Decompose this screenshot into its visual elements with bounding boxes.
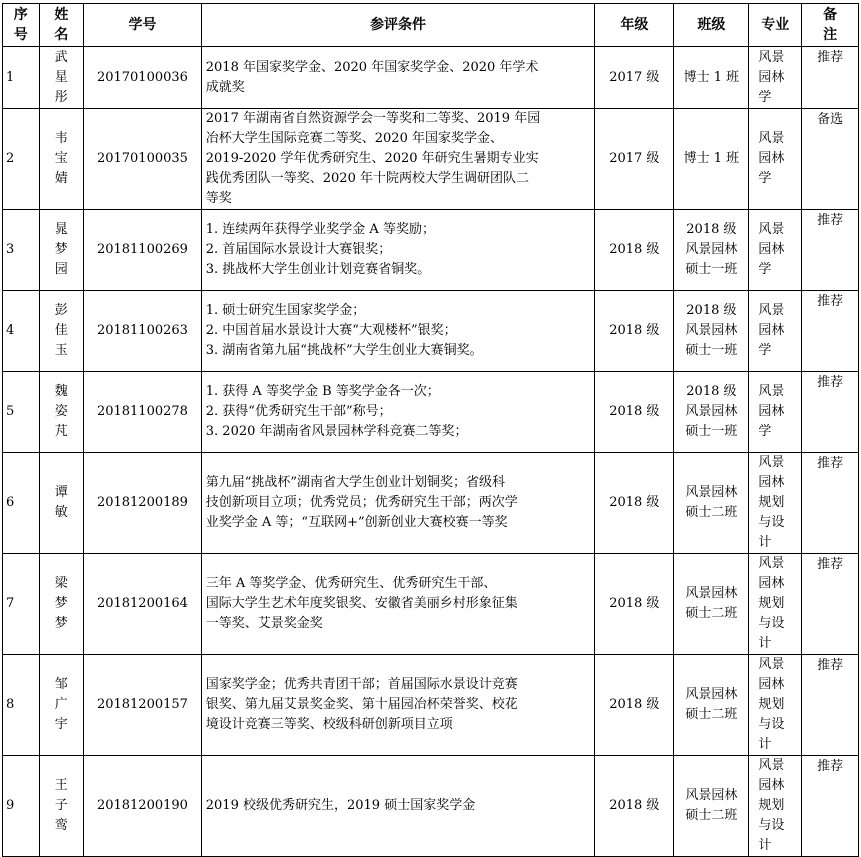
cell-class xyxy=(674,291,749,372)
condition-line: 2019-2020 学年优秀研究生、2020 年研究生暑期专业实 xyxy=(205,151,539,166)
cell-index: 5 xyxy=(3,372,40,453)
class-name: 博士 1 班 xyxy=(683,69,740,85)
remark-text: 备选 xyxy=(817,112,844,127)
header-conditions: 参评条件 xyxy=(201,4,595,47)
cell-grade: 2018 级 xyxy=(595,372,674,453)
condition-line: 一等奖、艾景奖金奖 xyxy=(205,616,323,631)
cell-student-id: 20181200190 xyxy=(84,756,202,857)
cell-remark xyxy=(802,372,859,453)
cell-class xyxy=(674,372,749,453)
header-name: 姓名 xyxy=(39,4,84,47)
condition-line: 技创新项目立项；优秀党员；优秀研究生干部；两次学 xyxy=(205,495,518,510)
cell-student-id: 20181100278 xyxy=(84,372,202,453)
class-name: 博士 1 班 xyxy=(683,151,740,166)
cell-major xyxy=(749,655,802,756)
class-name: 风景园林硕士二班 xyxy=(685,687,738,722)
condition-line: 2. 首届国际水景设计大赛银奖； xyxy=(205,242,392,257)
cell-name xyxy=(39,554,84,655)
cell-conditions xyxy=(201,453,595,554)
student-name: 梁梦梦 xyxy=(54,576,68,631)
condition-line: 国际大学生艺术年度奖银奖、安徽省美丽乡村形象征集 xyxy=(205,596,518,611)
major-name: 风景园林学 xyxy=(758,384,785,439)
cell-student-id: 20181200189 xyxy=(84,453,202,554)
major-name: 风景园林学 xyxy=(758,303,785,358)
condition-line: 等奖 xyxy=(205,191,232,206)
condition-line: 2018 年国家奖学金、2020 年国家奖学金、2020 年学术 xyxy=(205,59,539,75)
condition-line: 业奖学金 A 等；“互联网+”创新创业大赛校赛一等奖 xyxy=(205,515,508,530)
table-row xyxy=(3,210,859,291)
cell-conditions xyxy=(201,655,595,756)
header-class: 班级 xyxy=(674,4,749,47)
condition-line: 国家奖学金；优秀共青团干部；首届国际水景设计竞赛 xyxy=(205,677,518,692)
condition-line: 3. 2020 年湖南省风景园林学科竞赛二等奖； xyxy=(205,424,468,439)
table-row xyxy=(3,372,859,453)
student-name: 彭佳玉 xyxy=(54,303,68,358)
header-row xyxy=(3,4,859,47)
cell-index: 1 xyxy=(3,47,40,109)
cell-major xyxy=(749,554,802,655)
header-student-id: 学号 xyxy=(84,4,202,47)
cell-conditions xyxy=(201,372,595,453)
class-name: 风景园林硕士二班 xyxy=(685,485,738,520)
major-name: 风景园林学 xyxy=(758,131,785,186)
remark-text: 推荐 xyxy=(817,658,844,673)
document-page xyxy=(2,3,859,857)
cell-conditions xyxy=(201,291,595,372)
cell-major xyxy=(749,109,802,210)
cell-conditions xyxy=(201,109,595,210)
remark-text: 推荐 xyxy=(817,375,844,390)
condition-line: 第九届“挑战杯”湖南省大学生创业计划铜奖；省级科 xyxy=(205,475,506,490)
header-index: 序号 xyxy=(3,4,40,47)
cell-conditions xyxy=(201,756,595,857)
cell-remark xyxy=(802,291,859,372)
cell-class xyxy=(674,210,749,291)
table-row xyxy=(3,756,859,857)
remark-text: 推荐 xyxy=(817,294,844,309)
major-name: 风景园林学 xyxy=(758,49,785,105)
condition-line: 成就奖 xyxy=(205,79,245,95)
student-name: 魏姿芃 xyxy=(54,384,68,439)
cell-class xyxy=(674,655,749,756)
cell-major xyxy=(749,47,802,109)
cell-student-id: 20181100269 xyxy=(84,210,202,291)
class-name: 2018 级风景园林硕士一班 xyxy=(685,303,738,358)
cell-class xyxy=(674,756,749,857)
condition-line: 1. 获得 A 等奖学金 B 等奖学金各一次； xyxy=(205,384,440,399)
cell-remark xyxy=(802,655,859,756)
cell-remark xyxy=(802,756,859,857)
cell-class xyxy=(674,109,749,210)
cell-student-id: 20170100036 xyxy=(84,47,202,109)
cell-remark xyxy=(802,210,859,291)
major-name: 风景园林规划与设计 xyxy=(758,455,785,550)
cell-major xyxy=(749,291,802,372)
table-row xyxy=(3,291,859,372)
header-remark: 备注 xyxy=(802,4,859,47)
condition-line: 2017 年湖南省自然资源学会一等奖和二等奖、2019 年园 xyxy=(205,111,541,126)
remark-text: 推荐 xyxy=(817,557,844,572)
major-name: 风景园林学 xyxy=(758,222,785,277)
cell-name xyxy=(39,47,84,109)
condition-line: 1. 硕士研究生国家奖学金； xyxy=(205,303,366,318)
remark-text: 推荐 xyxy=(817,759,844,774)
student-name: 韦宝婧 xyxy=(54,131,68,186)
table-row xyxy=(3,655,859,756)
cell-grade: 2018 级 xyxy=(595,291,674,372)
class-name: 2018 级风景园林硕士一班 xyxy=(685,384,738,439)
cell-index: 8 xyxy=(3,655,40,756)
student-name: 邹广宇 xyxy=(54,677,68,732)
condition-line: 三年 A 等奖学金、优秀研究生、优秀研究生干部、 xyxy=(205,576,497,591)
cell-student-id: 20181200157 xyxy=(84,655,202,756)
remark-text: 推荐 xyxy=(817,213,844,228)
cell-grade: 2018 级 xyxy=(595,453,674,554)
cell-index: 6 xyxy=(3,453,40,554)
cell-name xyxy=(39,453,84,554)
condition-line: 3. 挑战杯大学生创业计划竞赛省铜奖。 xyxy=(205,262,431,277)
condition-line: 2. 获得“优秀研究生干部”称号； xyxy=(205,404,392,419)
cell-conditions xyxy=(201,554,595,655)
cell-name xyxy=(39,109,84,210)
major-name: 风景园林规划与设计 xyxy=(758,556,785,651)
major-name: 风景园林规划与设计 xyxy=(758,657,785,752)
cell-index: 7 xyxy=(3,554,40,655)
table-row xyxy=(3,554,859,655)
cell-grade: 2018 级 xyxy=(595,756,674,857)
condition-line: 银奖、第九届艾景奖金奖、第十届园冶杯荣誉奖、校花 xyxy=(205,697,518,712)
student-name: 武星彤 xyxy=(54,49,68,105)
cell-major xyxy=(749,756,802,857)
table-row xyxy=(3,109,859,210)
cell-class xyxy=(674,47,749,109)
cell-class xyxy=(674,554,749,655)
condition-line: 境设计竞赛三等奖、校级科研创新项目立项 xyxy=(205,717,453,732)
cell-grade: 2017 级 xyxy=(595,47,674,109)
cell-name xyxy=(39,756,84,857)
table-row xyxy=(3,453,859,554)
cell-remark xyxy=(802,453,859,554)
cell-remark xyxy=(802,47,859,109)
student-name: 晁梦园 xyxy=(54,222,68,277)
cell-student-id: 20170100035 xyxy=(84,109,202,210)
condition-line: 冶杯大学生国际竞赛二等奖、2020 年国家奖学金、 xyxy=(205,131,503,146)
condition-line: 1. 连续两年获得学业奖学金 A 等奖励； xyxy=(205,222,435,237)
header-grade: 年级 xyxy=(595,4,674,47)
cell-student-id: 20181100263 xyxy=(84,291,202,372)
major-name: 风景园林规划与设计 xyxy=(758,758,785,853)
cell-student-id: 20181200164 xyxy=(84,554,202,655)
cell-major xyxy=(749,372,802,453)
class-name: 2018 级风景园林硕士一班 xyxy=(685,222,738,277)
cell-name xyxy=(39,210,84,291)
cell-index: 2 xyxy=(3,109,40,210)
student-name: 谭敏 xyxy=(54,485,68,520)
cell-index: 3 xyxy=(3,210,40,291)
cell-grade: 2018 级 xyxy=(595,554,674,655)
table-row xyxy=(3,47,859,109)
remark-text: 推荐 xyxy=(817,50,844,65)
cell-grade: 2017 级 xyxy=(595,109,674,210)
class-name: 风景园林硕士二班 xyxy=(685,586,738,621)
cell-name xyxy=(39,372,84,453)
condition-line: 2. 中国首届水景设计大赛“大观楼杯”银奖； xyxy=(205,323,457,338)
cell-name xyxy=(39,655,84,756)
header-major: 专业 xyxy=(749,4,802,47)
cell-conditions xyxy=(201,210,595,291)
cell-remark xyxy=(802,554,859,655)
cell-index: 9 xyxy=(3,756,40,857)
cell-index: 4 xyxy=(3,291,40,372)
student-name: 王子鸾 xyxy=(54,778,68,833)
cell-conditions xyxy=(201,47,595,109)
cell-class xyxy=(674,453,749,554)
cell-name xyxy=(39,291,84,372)
class-name: 风景园林硕士二班 xyxy=(685,788,738,823)
remark-text: 推荐 xyxy=(817,456,844,471)
cell-grade: 2018 级 xyxy=(595,210,674,291)
cell-remark xyxy=(802,109,859,210)
condition-line: 2019 校级优秀研究生，2019 硕士国家奖学金 xyxy=(205,798,476,813)
cell-grade: 2018 级 xyxy=(595,655,674,756)
condition-line: 3. 湖南省第九届“挑战杯”大学生创业大赛铜奖。 xyxy=(205,343,483,358)
candidate-table xyxy=(2,3,859,857)
cell-major xyxy=(749,210,802,291)
condition-line: 践优秀团队一等奖、2020 年十院两校大学生调研团队二 xyxy=(205,171,529,186)
cell-major xyxy=(749,453,802,554)
